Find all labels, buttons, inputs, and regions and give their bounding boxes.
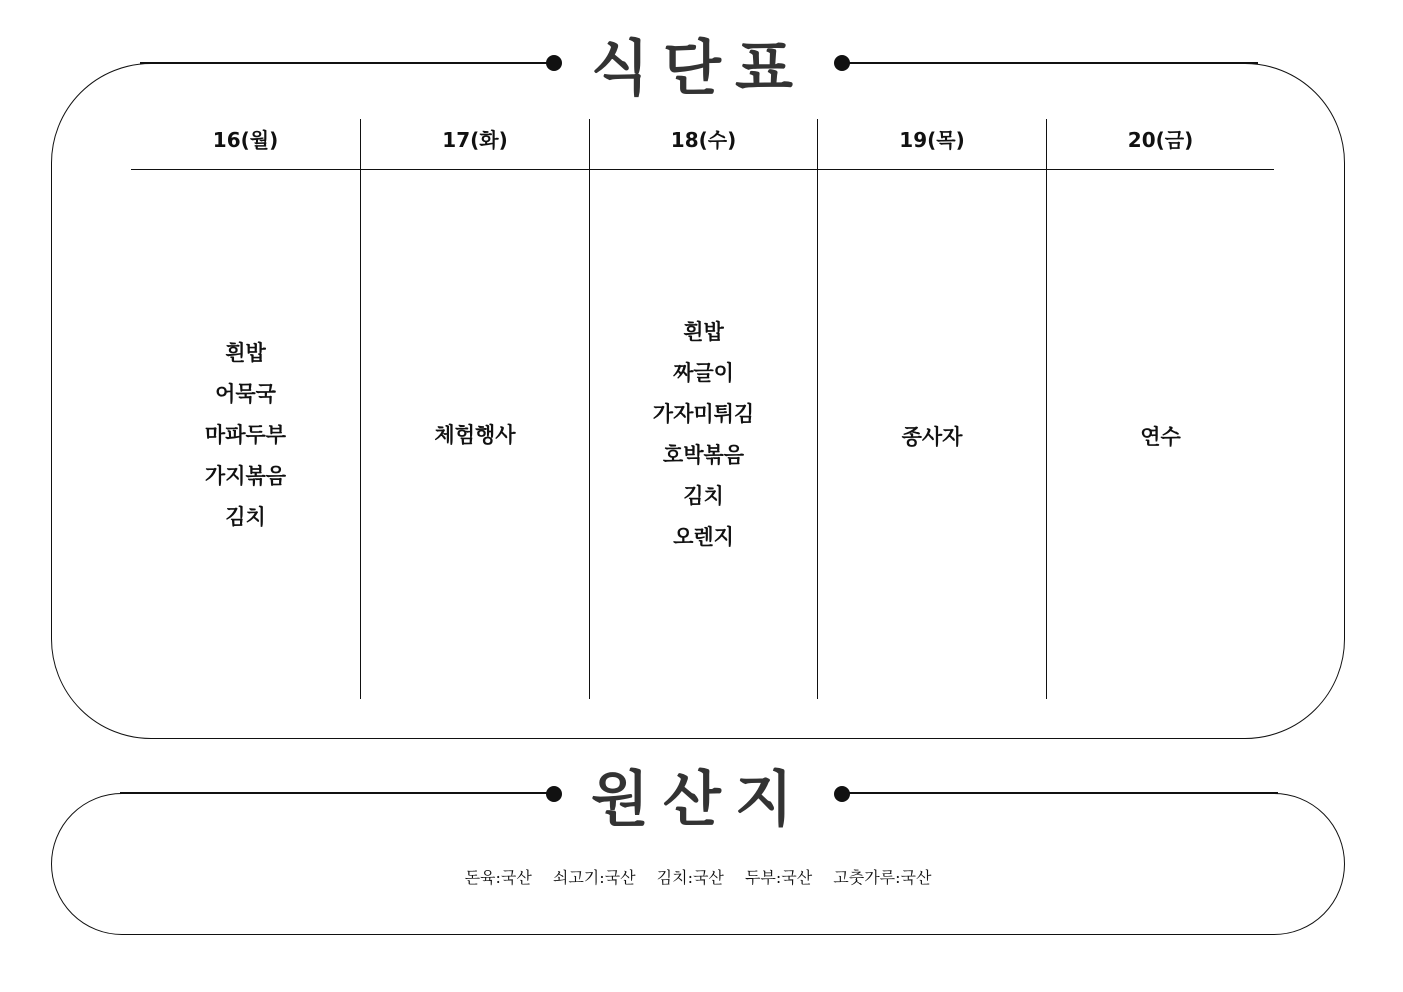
day-label: 16(월) bbox=[212, 128, 279, 152]
origin-title-line-left bbox=[120, 792, 554, 794]
origin-title-dot-left bbox=[546, 786, 562, 802]
origin-item: 돈육:국산 bbox=[464, 868, 532, 887]
day-column-mon bbox=[131, 119, 360, 699]
day-label: 20(금) bbox=[1127, 128, 1194, 152]
menu-item: 흰밥 bbox=[683, 320, 724, 344]
day-menu-cell bbox=[1047, 171, 1274, 699]
menu-table bbox=[131, 119, 1274, 699]
menu-item: 어묵국 bbox=[215, 381, 276, 406]
menu-title-line-left bbox=[140, 62, 554, 64]
origin-item: 쇠고기:국산 bbox=[552, 868, 636, 887]
origin-item: 두부:국산 bbox=[744, 868, 813, 887]
menu-item: 흰밥 bbox=[225, 340, 266, 365]
day-column-tue bbox=[360, 119, 589, 699]
menu-title-dot-left bbox=[546, 55, 562, 71]
menu-item: 가지볶음 bbox=[204, 463, 287, 488]
menu-item: 김치 bbox=[683, 484, 724, 508]
day-column-fri bbox=[1046, 119, 1274, 699]
origin-item: 고춧가루:국산 bbox=[833, 868, 932, 887]
menu-item: 마파두부 bbox=[204, 422, 287, 447]
origin-title-line-right bbox=[842, 792, 1278, 794]
menu-title: 식단표 bbox=[591, 34, 807, 104]
origin-title-dot-right bbox=[834, 786, 850, 802]
day-label: 18(수) bbox=[670, 128, 737, 152]
menu-title-line-right bbox=[842, 62, 1258, 64]
day-column-wed bbox=[589, 119, 817, 699]
origin-item: 김치:국산 bbox=[656, 868, 724, 887]
menu-item: 짜글이 bbox=[673, 361, 734, 385]
menu-item: 연수 bbox=[1140, 425, 1181, 449]
menu-item: 김치 bbox=[225, 504, 266, 529]
day-label: 17(화) bbox=[442, 128, 508, 152]
day-menu-cell bbox=[818, 171, 1046, 699]
day-menu-cell bbox=[131, 171, 360, 699]
day-column-thu bbox=[817, 119, 1046, 699]
menu-item: 가자미튀김 bbox=[652, 402, 755, 426]
day-menu-cell bbox=[361, 171, 589, 699]
origin-title: 원산지 bbox=[591, 765, 807, 835]
menu-title-dot-right bbox=[834, 55, 850, 71]
menu-item: 호박볶음 bbox=[662, 443, 745, 467]
menu-item: 오렌지 bbox=[673, 525, 734, 549]
menu-item: 체험행사 bbox=[434, 422, 516, 447]
origin-list bbox=[51, 866, 1345, 890]
day-label: 19(목) bbox=[899, 128, 965, 152]
menu-item: 종사자 bbox=[901, 425, 963, 449]
day-menu-cell bbox=[590, 171, 817, 699]
